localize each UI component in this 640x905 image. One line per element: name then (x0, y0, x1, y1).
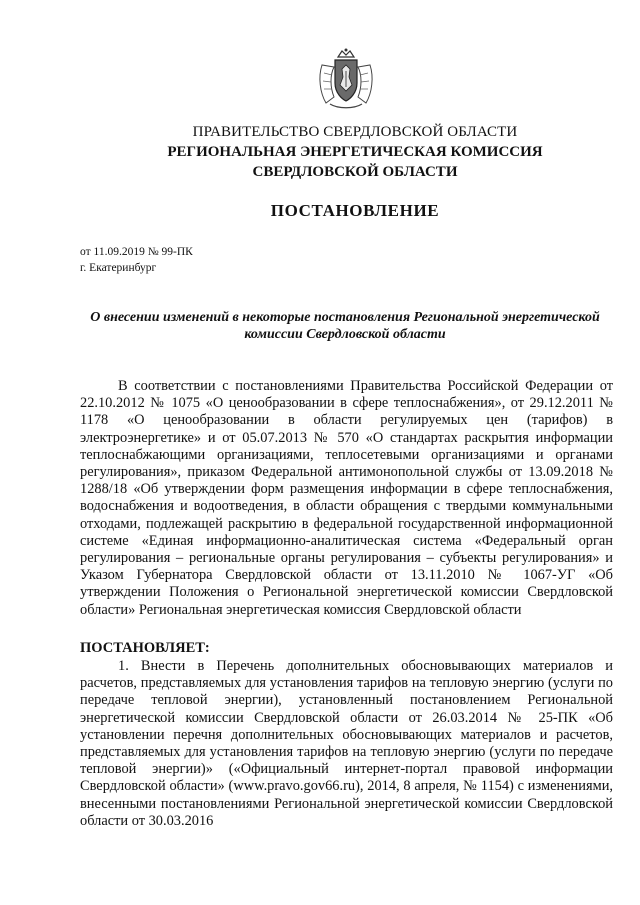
document-type: ПОСТАНОВЛЕНИЕ (270, 201, 440, 220)
resolves-heading: ПОСТАНОВЛЯЕТ: (80, 640, 210, 656)
government-name: ПРАВИТЕЛЬСТВО СВЕРДЛОВСКОЙ ОБЛАСТИ (192, 124, 518, 140)
preamble-paragraph: В соответствии с постановлениями Правительства Российской Федерации от 22.10.2012 № 1075 «О ценообразовании в сфере теплоснабжения», от 29.12.2011 № 1178 «О ценообразовании в области регулируемых цен (тарифов) в электроэнергетике» и от 05.07.2013 № 570 «О стандартах раскрытия информации теплоснабжающими организациями, теплосетевыми организациями и органами регулирования», приказом Федеральной антимонопольной службы от 13.09.2018 № 1288/18 «Об утверждении форм размещения информации в сфере теплоснабжения, водоснабжения и водоотведения, в области обращения с твердыми коммунальными отходами, подлежащей раскрытию в федеральной государственной информационной системе «Единая информационно-аналитическая система «Федеральный орган регулирования – региональные органы регулирования – субъекты регулирования» и Указом Губернатора Свердловской области от 13.11.2010 № 1067-УГ «Об утверждении Положения о Региональной энергетической комиссии Свердловской области» Региональная энергетическая комиссия Свердловской области (80, 378, 613, 618)
document-subject: О внесении изменений в некоторые постановления Региональной энергетической комиссии Свердловской области (90, 310, 600, 342)
city: г. Екатеринбург (80, 262, 157, 274)
coat-of-arms-icon (316, 47, 376, 111)
clause-1-paragraph: 1. Внести в Перечень дополнительных обосновывающих материалов и расчетов, представляемых для установления тарифов на тепловую энергию (услуги по передаче тепловой энергии), установленный постановлением Региональной энергетической комиссии Свердловской области от 26.03.2014 № 25-ПК «Об установлении перечня дополнительных обосновывающих материалов и расчетов, представляемых для установления тарифов на тепловую энергию (услуги по передаче тепловой энергии)» («Официальный интернет-портал правовой информации Свердловской области» (www.pravo.gov66.ru), 2014, 8 апреля, № 1154) с изменениями, внесенными постановлениями Региональной энергетической комиссии Свердловской области от 30.03.2016 (80, 658, 613, 829)
date-number: от 11.09.2019 № 99-ПК (80, 246, 193, 258)
commission-name: РЕГИОНАЛЬНАЯ ЭНЕРГЕТИЧЕСКАЯ КОМИССИЯ (167, 144, 543, 160)
region-name: СВЕРДЛОВСКОЙ ОБЛАСТИ (252, 164, 458, 180)
